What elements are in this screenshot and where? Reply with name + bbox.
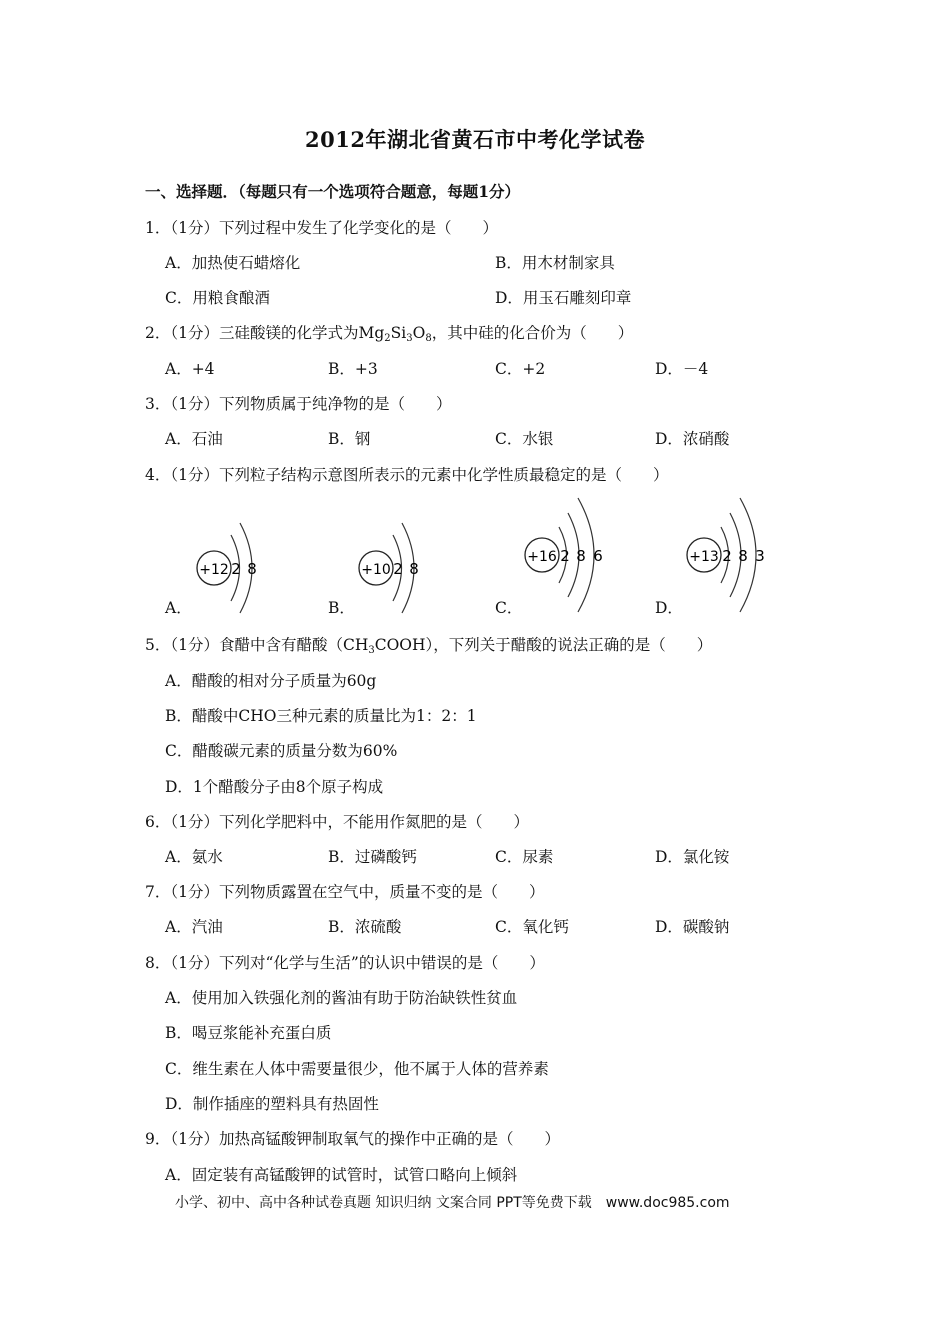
question-1-stem: 1．（1分）下列过程中发生了化学变化的是（ ） xyxy=(145,219,498,237)
question-7-option-c: C．氧化钙 xyxy=(495,918,569,936)
shell-electron-count: 8 xyxy=(409,560,419,578)
shell-electron-count: 6 xyxy=(593,547,603,565)
question-8-option-a: A．使用加入铁强化剂的酱油有助于防治缺铁性贫血 xyxy=(165,989,518,1007)
question-1-option-d: D．用玉石雕刻印章 xyxy=(495,289,632,307)
question-2-option-d: D．－4 xyxy=(655,360,709,378)
question-6-option-c: C．尿素 xyxy=(495,848,554,866)
shell-electron-count: 8 xyxy=(576,547,586,565)
question-4-option-a: A． xyxy=(165,599,192,617)
q5-stem-part: COOH），下列关于醋酸的说法正确的是（ ） xyxy=(374,636,713,654)
page-title: 2012年湖北省黄石市中考化学试卷 xyxy=(305,127,645,152)
question-8-stem: 8．（1分）下列对“化学与生活”的认识中错误的是（ ） xyxy=(145,954,545,972)
question-4-stem: 4．（1分）下列粒子结构示意图所表示的元素中化学性质最稳定的是（ ） xyxy=(145,466,669,484)
atom-diagram-d xyxy=(680,495,780,615)
question-7-option-b: B．浓硫酸 xyxy=(328,918,402,936)
q5-subscript: 3 xyxy=(368,645,375,656)
page-footer: 小学、初中、高中各种试卷真题 知识归纳 文案合同 PPT等免费下载 www.doc985.com xyxy=(175,1195,730,1211)
question-2-option-b: B．+3 xyxy=(328,360,378,378)
question-3-option-c: C．水银 xyxy=(495,430,554,448)
q2-stem-part: ，其中硅的化合价为（ ） xyxy=(431,324,634,342)
q2-subscript: 2 xyxy=(384,333,391,344)
question-8-option-c: C．维生素在人体中需要量很少，他不属于人体的营养素 xyxy=(165,1060,549,1078)
question-1-option-a: A．加热使石蜡熔化 xyxy=(165,254,301,272)
question-2-stem xyxy=(145,323,633,343)
question-8-option-b: B．喝豆浆能补充蛋白质 xyxy=(165,1024,332,1042)
question-5-option-b: B．醋酸中CHO三种元素的质量比为1：2：1 xyxy=(165,707,477,725)
q2-stem-part: O xyxy=(412,324,426,342)
question-9-stem: 9．（1分）加热高锰酸钾制取氧气的操作中正确的是（ ） xyxy=(145,1130,560,1148)
question-5-stem xyxy=(145,635,712,655)
question-3-option-b: B．钢 xyxy=(328,430,371,448)
question-3-option-d: D．浓硝酸 xyxy=(655,430,730,448)
shell-electron-count: 2 xyxy=(560,547,570,565)
shell-electron-count: 8 xyxy=(247,560,257,578)
question-2-option-a: A．+4 xyxy=(165,360,215,378)
question-9-option-a: A．固定装有高锰酸钾的试管时，试管口略向上倾斜 xyxy=(165,1166,518,1184)
question-1-option-c: C．用粮食酿酒 xyxy=(165,289,270,307)
question-5-option-c: C．醋酸碳元素的质量分数为60% xyxy=(165,742,398,760)
shell-electron-count: 2 xyxy=(722,547,732,565)
nucleus-charge: +16 xyxy=(527,549,557,565)
question-7-option-a: A．汽油 xyxy=(165,918,223,936)
question-6-stem: 6．（1分）下列化学肥料中，不能用作氮肥的是（ ） xyxy=(145,813,529,831)
question-3-option-a: A．石油 xyxy=(165,430,223,448)
atom-diagram-b xyxy=(352,520,432,615)
question-7-option-d: D．碳酸钠 xyxy=(655,918,730,936)
shell-electron-count: 8 xyxy=(738,547,748,565)
question-8-option-d: D．制作插座的塑料具有热固性 xyxy=(165,1095,379,1113)
question-1-option-b: B．用木材制家具 xyxy=(495,254,615,272)
nucleus-charge: +10 xyxy=(361,562,391,578)
atom-diagram-c xyxy=(518,495,618,615)
q2-stem-part: 2．（1分）三硅酸镁的化学式为Mg xyxy=(145,324,385,342)
section-heading: 一、选择题．（每题只有一个选项符合题意，每题1分） xyxy=(145,182,521,201)
nucleus-charge: +13 xyxy=(689,549,719,565)
question-2-option-c: C．+2 xyxy=(495,360,546,378)
shell-electron-count: 2 xyxy=(393,560,403,578)
question-7-stem: 7．（1分）下列物质露置在空气中，质量不变的是（ ） xyxy=(145,883,545,901)
question-6-option-a: A．氨水 xyxy=(165,848,223,866)
atom-diagram-a xyxy=(190,520,270,615)
q5-stem-part: 5．（1分）食醋中含有醋酸（CH xyxy=(145,636,369,654)
question-4-option-c: C． xyxy=(495,599,523,617)
q2-subscript: 8 xyxy=(425,333,432,344)
question-4-option-d: D． xyxy=(655,599,683,617)
question-4-option-b: B． xyxy=(328,599,355,617)
question-5-option-d: D．1个醋酸分子由8个原子构成 xyxy=(165,778,384,796)
question-5-option-a: A．醋酸的相对分子质量为60g xyxy=(165,672,377,690)
nucleus-charge: +12 xyxy=(199,562,229,578)
question-3-stem: 3．（1分）下列物质属于纯净物的是（ ） xyxy=(145,395,452,413)
shell-electron-count: 2 xyxy=(231,560,241,578)
question-6-option-d: D．氯化铵 xyxy=(655,848,730,866)
q2-stem-part: Si xyxy=(390,324,407,342)
q2-subscript: 3 xyxy=(406,333,413,344)
question-6-option-b: B．过磷酸钙 xyxy=(328,848,417,866)
shell-electron-count: 3 xyxy=(755,547,765,565)
